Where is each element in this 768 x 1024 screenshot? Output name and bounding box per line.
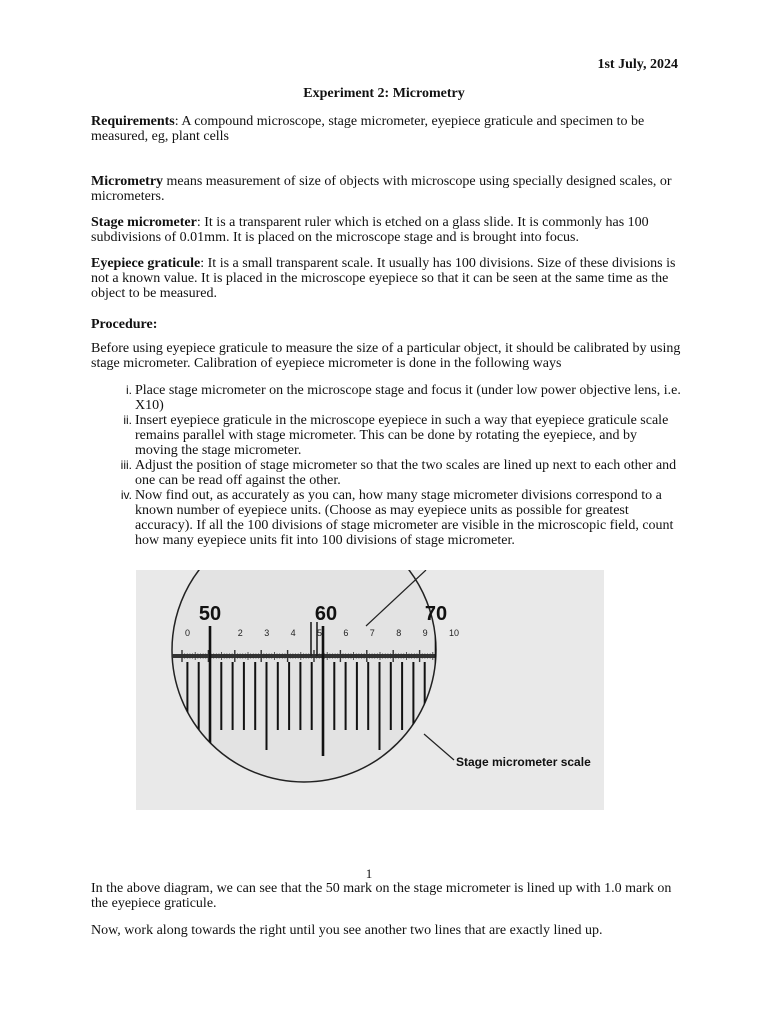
step-number: ii. [123,413,132,427]
micrometry-label: Micrometry [91,174,164,189]
stage-label-70: 70 [424,603,448,625]
eyepiece-label: 4 [290,628,296,638]
eyepiece-label: 9 [422,628,428,638]
eyepiece-label: 3 [264,628,270,638]
eyepiece-graticule-label: Eyepiece graticule [91,256,201,271]
micrometry-text: means measurement of size of objects with microscope using specially designed scales, or micrometers. [91,174,672,204]
micrometry-paragraph [91,174,681,204]
requirements-label: Requirements [91,114,175,129]
eyepiece-label: 5 [317,628,323,638]
eyepiece-label: 10 [449,628,460,638]
requirements-text: : A compound microscope, stage micrometer, eyepiece graticule and specimen to be measured, eg, plant cells [91,114,645,144]
document-date: 1st July, 2024 [597,57,678,72]
step-number: iv. [120,488,132,502]
step-text: Place stage micrometer on the microscope stage and focus it (under low power objective lens, i.e. X10) [135,383,681,413]
procedure-step [91,458,681,488]
step-number: i. [126,383,132,397]
eyepiece-label: 0 [185,628,191,638]
micrometer-figure [136,570,604,810]
requirements-paragraph [91,114,681,144]
eyepiece-label: 2 [237,628,243,638]
stage-micrometer-text: : It is a transparent ruler which is etched on a glass slide. It is commonly has 100 subdivisions of 0.01mm. It is placed on the microscope stage and is brought into focus. [91,215,649,245]
eyepiece-graticule-paragraph [91,256,681,301]
eyepiece-label: 6 [343,628,349,638]
step-text: Now find out, as accurately as you can, how many stage micrometer divisions correspond to a known number of eyepiece units. (Choose as may eyepiece units as possible for greatest accuracy). If all the 100 divisions of stage micrometer are visible in the microscopic field, count how many eyepiece units fit into 100 divisions of stage micrometer. [135,488,674,548]
eyepiece-label: 7 [369,628,375,638]
procedure-step [91,413,681,458]
step-text: Insert eyepiece graticule in the microscope eyepiece in such a way that eyepiece graticule scale remains parallel with stage micrometer. This can be done by rotating the eyepiece, and by moving the stage micrometer. [135,413,669,458]
next-step-paragraph: Now, work along towards the right until you see another two lines that are exactly lined up. [91,923,603,938]
procedure-step [91,488,681,548]
stage-label-60: 60 [314,603,338,625]
eyepiece-graticule-text: : It is a small transparent scale. It usually has 100 divisions. Size of these divisions is not a known value. It is placed in the microscope eyepiece so that it can be seen at the same time as the object to be measured. [91,256,676,301]
document-title: Experiment 2: Micrometry [303,86,465,101]
eyepiece-label: 8 [396,628,402,638]
stage-scale-callout: Stage micrometer scale [456,755,591,769]
step-text: Adjust the position of stage micrometer so that the two scales are lined up next to each other and one can be read off against the other. [135,458,677,488]
step-number: iii. [120,458,132,472]
procedure-heading: Procedure: [91,317,158,332]
procedure-steps [91,383,681,548]
result-paragraph: In the above diagram, we can see that the 50 mark on the stage micrometer is lined up with 1.0 mark on the eyepiece graticule. [91,881,672,911]
stage-micrometer-paragraph [91,215,681,245]
stage-label-50: 50 [198,603,222,625]
stage-micrometer-label: Stage micrometer [91,215,197,230]
procedure-intro: Before using eyepiece graticule to measure the size of a particular object, it should be calibrated by using stage micrometer. Calibration of eyepiece micrometer is done in the following ways [91,341,681,371]
page-number: 1 [365,866,373,881]
procedure-step [91,383,681,413]
